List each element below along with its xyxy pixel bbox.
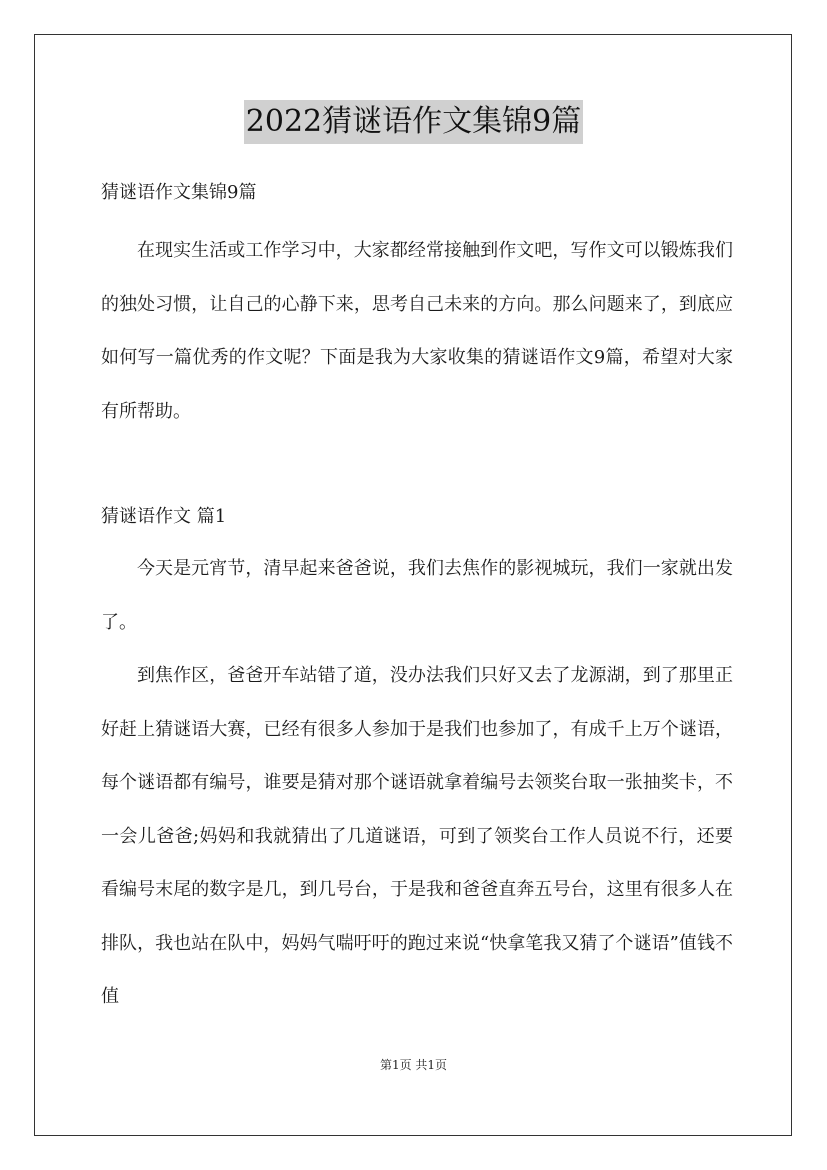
intro-paragraph: 在现实生活或工作学习中，大家都经常接触到作文吧，写作文可以锻炼我们的独处习惯，让自己的心静下来，思考自己未来的方向。那么问题来了，到底应如何写一篇优秀的作文呢？下面是我为大家收集的猜谜语作文9篇，希望对大家有所帮助。 xyxy=(101,240,733,422)
title-wrap xyxy=(0,100,827,144)
body-paragraph: 到焦作区，爸爸开车站错了道，没办法我们只好又去了龙源湖，到了那里正好赶上猜谜语大赛，已经有很多人参加于是我们也参加了，有成千上万个谜语，每个谜语都有编号，谁要是猜对那个谜语就拿着编号去领奖台取一张抽奖卡，不一会儿爸爸;妈妈和我就猜出了几道谜语，可到了领奖台工作人员说不行，还要看编号末尾的数字是几，到几号台，于是我和爸爸直奔五号台，这里有很多人在排队，我也站在队中，妈妈气喘吁吁的跑过来说“快拿笔我又猜了个谜语”值钱不值 xyxy=(101,665,733,1007)
page-footer: 第1页 共1页 xyxy=(379,1058,448,1072)
document-body xyxy=(101,168,733,1024)
body-paragraph: 今天是元宵节，清早起来爸爸说，我们去焦作的影视城玩，我们一家就出发了。 xyxy=(101,558,733,633)
section-spacer xyxy=(101,438,733,492)
document-title: 2022猜谜语作文集锦9篇 xyxy=(244,100,583,144)
document-subtitle: 猜谜语作文集锦9篇 xyxy=(101,182,257,203)
section-heading: 猜谜语作文 篇1 xyxy=(101,506,227,527)
